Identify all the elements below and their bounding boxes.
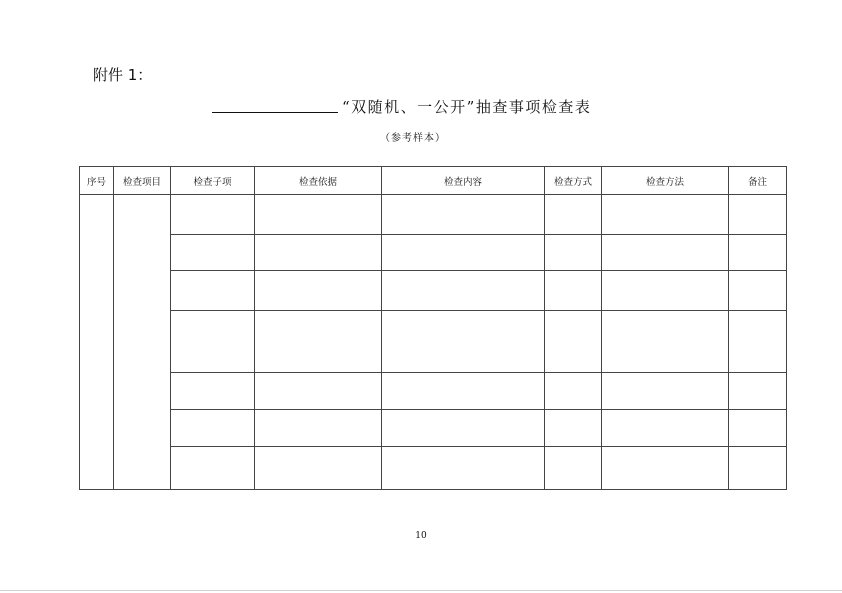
cell-check-basis [255, 311, 382, 373]
table-row [80, 373, 787, 410]
header-check-mode: 检查方式 [545, 167, 602, 195]
cell-check-content [382, 373, 545, 410]
cell-check-mode [545, 195, 602, 235]
cell-check-method [602, 235, 729, 271]
cell-remarks [729, 235, 787, 271]
cell-check-method [602, 410, 729, 447]
cell-check-method [602, 271, 729, 311]
cell-check-mode [545, 373, 602, 410]
cell-check-mode [545, 311, 602, 373]
cell-check-basis [255, 235, 382, 271]
inspection-table [79, 166, 787, 490]
cell-check-basis [255, 373, 382, 410]
cell-check-content [382, 410, 545, 447]
cell-check-content [382, 447, 545, 490]
cell-check-subitem [171, 271, 255, 311]
table-row [80, 195, 787, 235]
cell-check-mode [545, 410, 602, 447]
header-check-method: 检查方法 [602, 167, 729, 195]
header-seq: 序号 [80, 167, 114, 195]
cell-check-basis [255, 195, 382, 235]
cell-remarks [729, 271, 787, 311]
cell-remarks [729, 373, 787, 410]
table-header-row [80, 167, 787, 195]
cell-remarks [729, 447, 787, 490]
attachment-label: 附件 1： [93, 66, 153, 84]
page-number: 10 [415, 531, 427, 541]
cell-check-content [382, 311, 545, 373]
header-check-item: 检查项目 [114, 167, 171, 195]
cell-check-method [602, 373, 729, 410]
cell-check-subitem [171, 447, 255, 490]
header-check-content: 检查内容 [382, 167, 545, 195]
header-remarks: 备注 [729, 167, 787, 195]
cell-check-basis [255, 271, 382, 311]
cell-check-method [602, 195, 729, 235]
cell-check-method [602, 447, 729, 490]
cell-check-method [602, 311, 729, 373]
cell-check-basis [255, 410, 382, 447]
header-check-basis: 检查依据 [255, 167, 382, 195]
page-subtitle: （参考样本） [380, 133, 446, 144]
cell-check-subitem [171, 235, 255, 271]
cell-check-subitem [171, 195, 255, 235]
table-row [80, 235, 787, 271]
cell-check-subitem [171, 373, 255, 410]
table-row [80, 410, 787, 447]
cell-check-item [114, 195, 171, 490]
page-title: “双随机、一公开”抽查事项检查表 [342, 98, 592, 116]
title-blank-line [212, 112, 338, 113]
table-row [80, 271, 787, 311]
cell-check-mode [545, 447, 602, 490]
page-edge-divider [0, 590, 842, 591]
table-row [80, 447, 787, 490]
cell-check-mode [545, 235, 602, 271]
cell-check-subitem [171, 311, 255, 373]
cell-remarks [729, 311, 787, 373]
cell-check-mode [545, 271, 602, 311]
cell-seq [80, 195, 114, 490]
cell-check-content [382, 195, 545, 235]
cell-remarks [729, 410, 787, 447]
header-check-subitem: 检查子项 [171, 167, 255, 195]
cell-remarks [729, 195, 787, 235]
cell-check-subitem [171, 410, 255, 447]
cell-check-basis [255, 447, 382, 490]
title-row [212, 93, 591, 117]
table-row [80, 311, 787, 373]
cell-check-content [382, 271, 545, 311]
cell-check-content [382, 235, 545, 271]
